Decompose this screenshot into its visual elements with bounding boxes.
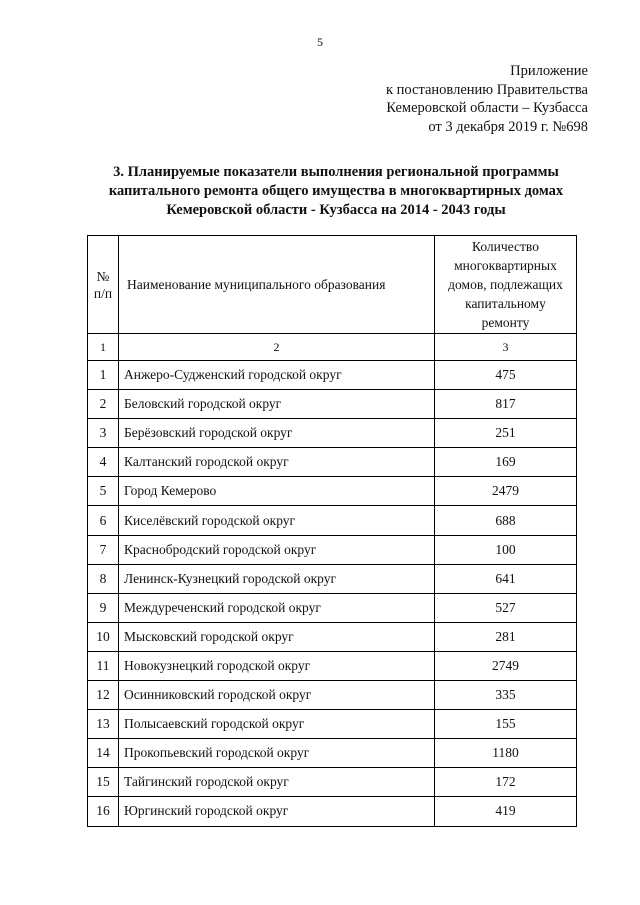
table-row xyxy=(88,535,577,564)
column-index-row xyxy=(88,334,577,361)
row-number: 11 xyxy=(88,651,119,680)
row-number: 10 xyxy=(88,622,119,651)
column-index-2: 2 xyxy=(119,334,435,361)
row-building-count: 2479 xyxy=(435,477,577,506)
row-municipality-name: Калтанский городской округ xyxy=(119,448,435,477)
table-header-row xyxy=(88,236,577,334)
row-number: 6 xyxy=(88,506,119,535)
row-municipality-name: Прокопьевский городской округ xyxy=(119,739,435,768)
row-municipality-name: Юргинский городской округ xyxy=(119,797,435,826)
row-municipality-name: Тайгинский городской округ xyxy=(119,768,435,797)
row-number: 2 xyxy=(88,390,119,419)
row-building-count: 475 xyxy=(435,361,577,390)
heading-line-1: 3. Планируемые показатели выполнения региональной программы xyxy=(113,164,559,180)
row-building-count: 172 xyxy=(435,768,577,797)
column-index-3: 3 xyxy=(435,334,577,361)
table-row xyxy=(88,361,577,390)
row-municipality-name: Город Кемерово xyxy=(119,477,435,506)
row-building-count: 419 xyxy=(435,797,577,826)
table-row xyxy=(88,564,577,593)
page-number: 5 xyxy=(317,35,323,49)
row-number: 7 xyxy=(88,535,119,564)
row-number: 3 xyxy=(88,419,119,448)
row-municipality-name: Киселёвский городской округ xyxy=(119,506,435,535)
row-building-count: 155 xyxy=(435,710,577,739)
row-building-count: 817 xyxy=(435,390,577,419)
appendix-date: от 3 декабря 2019 г. №698 xyxy=(428,118,588,135)
row-building-count: 251 xyxy=(435,419,577,448)
header-count-cell xyxy=(435,236,577,334)
row-municipality-name: Новокузнецкий городской округ xyxy=(119,651,435,680)
row-municipality-name: Беловский городской округ xyxy=(119,390,435,419)
header-count-line-5: ремонту xyxy=(481,315,530,330)
row-municipality-name: Полысаевский городской округ xyxy=(119,710,435,739)
row-building-count: 281 xyxy=(435,622,577,651)
row-municipality-name: Берёзовский городской округ xyxy=(119,419,435,448)
appendix-block xyxy=(288,62,588,136)
row-municipality-name: Осинниковский городской округ xyxy=(119,681,435,710)
row-number: 14 xyxy=(88,739,119,768)
heading-line-2: капитального ремонта общего имущества в многоквартирных домах xyxy=(108,183,564,199)
row-number: 4 xyxy=(88,448,119,477)
appendix-title: Приложение xyxy=(510,63,588,79)
header-number-sign: № xyxy=(96,268,110,284)
row-building-count: 2749 xyxy=(435,651,577,680)
row-number: 1 xyxy=(88,361,119,390)
table-row xyxy=(88,768,577,797)
header-name-cell xyxy=(119,236,435,334)
table-row xyxy=(88,651,577,680)
row-number: 15 xyxy=(88,768,119,797)
table-row xyxy=(88,681,577,710)
header-count-line-4: капитальному xyxy=(465,296,546,311)
row-building-count: 169 xyxy=(435,448,577,477)
table-row xyxy=(88,622,577,651)
row-number: 13 xyxy=(88,710,119,739)
table-row xyxy=(88,506,577,535)
table-row xyxy=(88,710,577,739)
row-municipality-name: Междуреченский городской округ xyxy=(119,593,435,622)
row-number: 12 xyxy=(88,681,119,710)
appendix-resolution: к постановлению Правительства xyxy=(386,81,588,98)
table-row xyxy=(88,477,577,506)
header-count-line-3: домов, подлежащих xyxy=(448,277,563,292)
header-number-abbr: п/п xyxy=(93,285,113,301)
row-building-count: 1180 xyxy=(435,739,577,768)
table-row xyxy=(88,797,577,826)
header-count-line-2: многоквартирных xyxy=(454,258,557,273)
appendix-region: Кемеровской области – Кузбасса xyxy=(386,100,588,116)
table-row xyxy=(88,390,577,419)
table-row xyxy=(88,419,577,448)
row-number: 9 xyxy=(88,593,119,622)
row-municipality-name: Ленинск-Кузнецкий городской округ xyxy=(119,564,435,593)
row-building-count: 335 xyxy=(435,681,577,710)
row-number: 8 xyxy=(88,564,119,593)
row-building-count: 688 xyxy=(435,506,577,535)
table-row xyxy=(88,448,577,477)
header-name-label: Наименование муниципального образования xyxy=(127,276,386,292)
row-number: 16 xyxy=(88,797,119,826)
column-index-1: 1 xyxy=(88,334,119,361)
heading-line-3: Кемеровской области - Кузбасса на 2014 - 2043 годы xyxy=(166,202,506,218)
row-municipality-name: Мысковский городской округ xyxy=(119,622,435,651)
row-municipality-name: Краснобродский городской округ xyxy=(119,535,435,564)
row-municipality-name: Анжеро-Судженский городской округ xyxy=(119,361,435,390)
table-row xyxy=(88,593,577,622)
repair-table xyxy=(87,235,577,827)
table-row xyxy=(88,739,577,768)
row-number: 5 xyxy=(88,477,119,506)
section-heading xyxy=(60,163,612,220)
row-building-count: 100 xyxy=(435,535,577,564)
header-number-cell xyxy=(88,236,119,334)
row-building-count: 641 xyxy=(435,564,577,593)
header-count-line-1: Количество xyxy=(472,239,539,254)
table-body xyxy=(88,361,577,827)
row-building-count: 527 xyxy=(435,593,577,622)
